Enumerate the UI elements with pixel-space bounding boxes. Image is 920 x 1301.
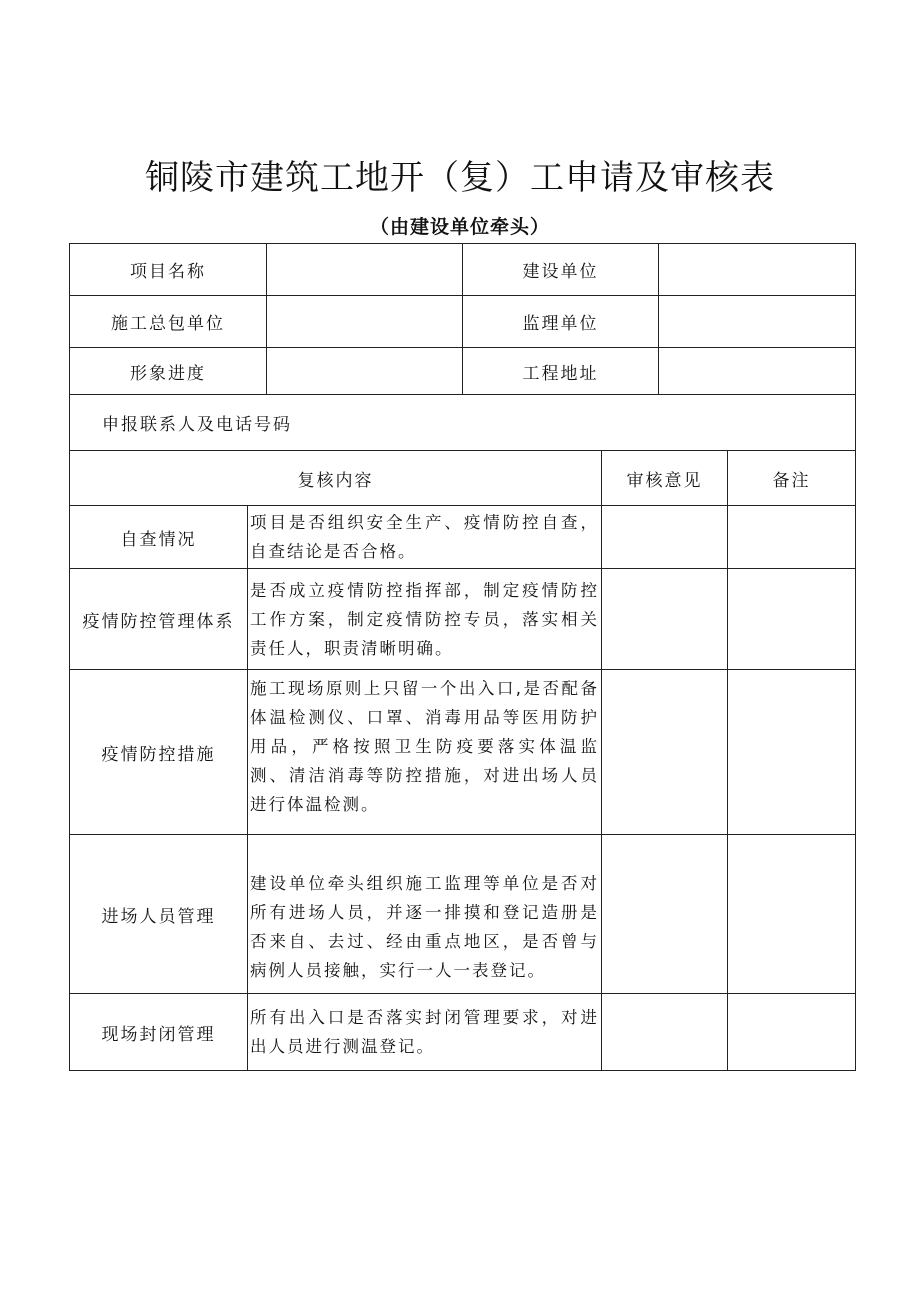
remarks-cell[interactable] [728, 506, 856, 569]
remarks-cell[interactable] [728, 569, 856, 670]
construction-unit-value[interactable] [659, 244, 856, 296]
construction-unit-label: 建设单位 [463, 244, 659, 296]
project-name-value[interactable] [267, 244, 463, 296]
project-name-label: 项目名称 [70, 244, 267, 296]
table-row [70, 506, 856, 569]
review-opinion-cell[interactable] [602, 506, 728, 569]
review-opinion-cell[interactable] [602, 994, 728, 1071]
remarks-cell[interactable] [728, 835, 856, 994]
review-opinion-cell[interactable] [602, 835, 728, 994]
review-item-label: 自查情况 [70, 506, 248, 569]
review-opinion-cell[interactable] [602, 670, 728, 835]
progress-label: 形象进度 [70, 348, 267, 395]
header-review-content: 复核内容 [70, 451, 602, 506]
review-item-label: 现场封闭管理 [70, 994, 248, 1071]
table-row [70, 569, 856, 670]
review-item-content: 建设单位牵头组织施工监理等单位是否对所有进场人员，并逐一排摸和登记造册是否来自、去过、经由重点地区，是否曾与病例人员接触，实行一人一表登记。 [248, 835, 602, 994]
contact-label: 申报联系人及电话号码 [70, 395, 856, 451]
review-opinion-cell[interactable] [602, 569, 728, 670]
progress-value[interactable] [267, 348, 463, 395]
review-item-content: 项目是否组织安全生产、疫情防控自查，自查结论是否合格。 [248, 506, 602, 569]
project-info-table [69, 243, 856, 451]
supervision-unit-value[interactable] [659, 296, 856, 348]
review-table [69, 450, 856, 1071]
review-item-label: 疫情防控措施 [70, 670, 248, 835]
table-row [70, 835, 856, 994]
general-contractor-label: 施工总包单位 [70, 296, 267, 348]
review-item-label: 疫情防控管理体系 [70, 569, 248, 670]
table-row [70, 670, 856, 835]
review-item-content: 是否成立疫情防控指挥部，制定疫情防控工作方案，制定疫情防控专员，落实相关责任人，职责清晰明确。 [248, 569, 602, 670]
supervision-unit-label: 监理单位 [463, 296, 659, 348]
address-label: 工程地址 [463, 348, 659, 395]
header-review-opinion: 审核意见 [602, 451, 728, 506]
review-item-content: 施工现场原则上只留一个出入口,是否配备体温检测仪、口罩、消毒用品等医用防护用品，严格按照卫生防疫要落实体温监测、清洁消毒等防控措施，对进出场人员进行体温检测。 [248, 670, 602, 835]
page-subtitle: （由建设单位牵头） [369, 216, 550, 238]
review-header-row [70, 451, 856, 506]
remarks-cell[interactable] [728, 994, 856, 1071]
address-value[interactable] [659, 348, 856, 395]
table-row [70, 994, 856, 1071]
remarks-cell[interactable] [728, 670, 856, 835]
review-item-label: 进场人员管理 [70, 835, 248, 994]
header-remarks: 备注 [728, 451, 856, 506]
page-title: 铜陵市建筑工地开（复）工申请及审核表 [145, 158, 775, 198]
review-item-content: 所有出入口是否落实封闭管理要求，对进出人员进行测温登记。 [248, 994, 602, 1071]
general-contractor-value[interactable] [267, 296, 463, 348]
